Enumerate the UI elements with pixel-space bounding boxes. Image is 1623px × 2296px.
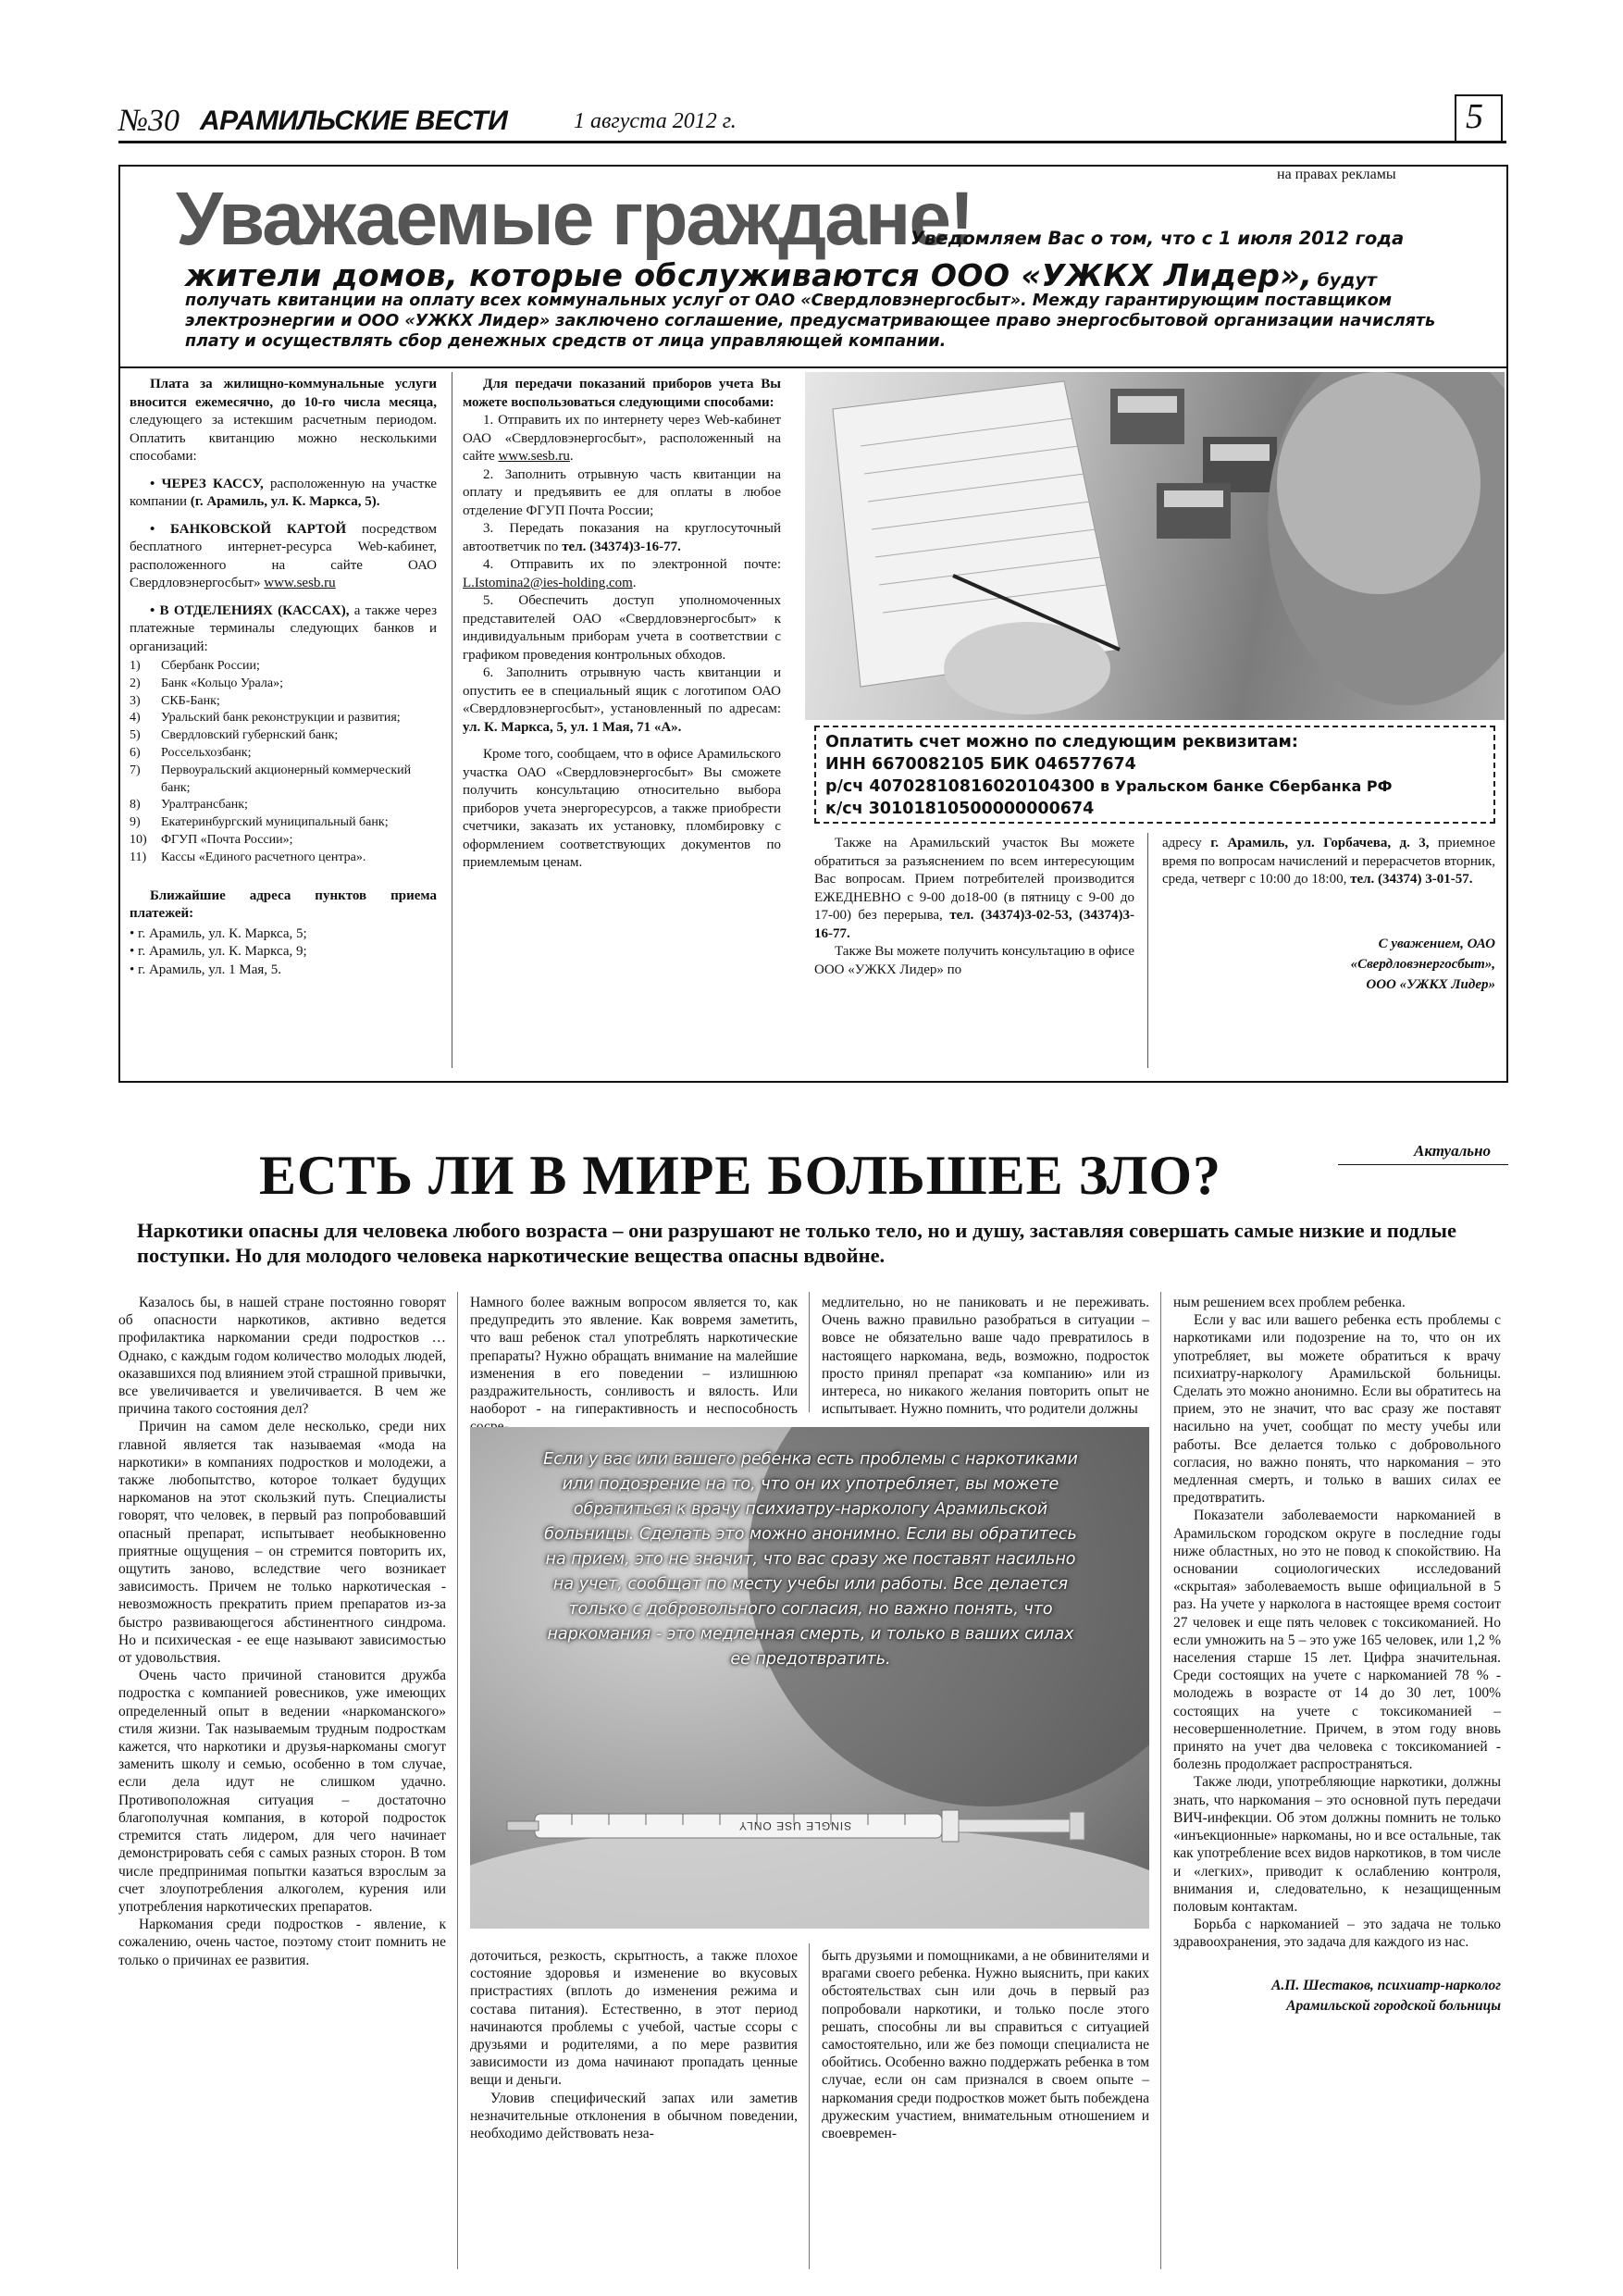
article-title: ЕСТЬ ЛИ В МИРЕ БОЛЬШЕЕ ЗЛО? <box>259 1145 1222 1206</box>
header-rule <box>118 141 1506 143</box>
list-item: 10) ФГУП «Почта России»; <box>130 832 293 847</box>
list-item: 1) Сбербанк России; <box>130 659 260 673</box>
article-author: А.П. Шестаков, психиатр-нарколог Арамильской городской больницы <box>1271 1977 1501 2014</box>
rubric-rule <box>1338 1164 1508 1165</box>
ad-column-3: Также на Арамильский участок Вы можете обратиться за разъяснением по всем интересующим Вас вопросам. Прием потребителей производится ЕЖЕДНЕВНО с 9-00 до18-00 (в пятницу с 9-00 до 17-00) без перерыва, тел. (34374)3-02-53, (34374)3-16-77. Также Вы можете получить консультацию в офисе ООО «УЖКХ Лидер» по <box>814 836 1134 977</box>
article-column-2-bottom: доточиться, резкость, скрытность, а также плохое состояние здоровья и изменение во вкусовых пристрастиях (вплоть до изменения режима и состава питания). Естественно, в этот период начинаются проблемы с учебой, частые ссоры с друзьями и родителями, а по мере развития зависимости из дома начинают пропадать ценные вещи и деньги. Уловив специфический запах или заметив незначительные отклонения в обычном поведении, необходимо действовать неза- <box>470 1948 798 2142</box>
column-divider <box>809 1943 810 2269</box>
nearest-points-title: Ближайшие адреса пунктов приема платежей: <box>130 887 437 922</box>
list-item: 3) СКБ-Банк; <box>130 693 220 708</box>
list-item: • г. Арамиль, ул. К. Маркса, 5; <box>130 925 437 944</box>
sesb-link[interactable]: www.sesb.ru <box>264 576 336 590</box>
list-item: • г. Арамиль, ул. К. Маркса, 9; <box>130 943 437 962</box>
pull-quote: Если у вас или вашего ребенка есть проблемы с наркотиками или подозрение на то, что он их употребляет, вы можете обратиться к врачу психиатру-наркологу Арамильской больницы. Сделать это можно анонимно. Если вы обратитесь на прием, это не значит, что вас сразу же поставят насильно на учет, сообщат по месту учебы или работы. Все делается только с добровольного согласия, но важно понять, что наркомания - это медленная смерть, и только в ваших силах ее предотвратить. <box>543 1450 1078 1669</box>
issue-number: №30 <box>118 104 180 138</box>
ad-tag: на правах рекламы <box>1277 167 1396 182</box>
article-column-2-top: Намного более важным вопросом является то, как предупредить это явление. Как вовремя заметить, что ваш ребенок стал употреблять наркотические препараты? Нужно обращать внимание на малейшие изменения в его поведении – излишнюю раздражительность, сонливость и вялость. Или наоборот - на гиперактивность и неспособность <box>470 1295 798 1418</box>
column-divider <box>1160 1292 1161 2269</box>
ad-headline: Уважаемые граждане! <box>176 177 973 261</box>
list-item: 9) Екатеринбургский муниципальный банк; <box>130 815 389 830</box>
issue-date: 1 августа 2012 г. <box>574 109 737 133</box>
list-item: 6) Россельхозбанк; <box>130 745 252 760</box>
bank-details-box <box>814 726 1495 824</box>
syringe-photo <box>470 1427 1149 1929</box>
article-column-3-bottom: быть друзьями и помощниками, а не обвинителями и врагами своего ребенка. Нужно выяснить, при каких обстоятельствах сын или дочь в первый раз попробовали наркотики, и только после этого решать, способны ли вы справиться с ситуацией самостоятельно, или же без помощи специалиста не обойтись. Особенно важно поддержать ребенка в том случае, если он сам признался в своем опыте – наркомания среди подростков может быть побеждена дружеским участием, внимательным отношением и своевремен- <box>822 1948 1149 2142</box>
paper-name: АРАМИЛЬСКИЕ ВЕСТИ <box>200 105 508 136</box>
ad-column-1: Плата за жилищно-коммунальные услуги вносится ежемесячно, до 10-го числа месяца, следующего за истекшим расчетным периодом. Оплатить квитанцию можно несколькими способами: • ЧЕРЕЗ КАССУ, расположенную на участке компании (г. Арамиль, ул. К. Маркса, 5). • БАНКОВСКОЙ КАРТОЙ посредством бесплатного интернет-ресурса Web-кабинет, расположенного на сайте ОАО Свердловэнергосбыт» www.sesb.ru • В ОТДЕЛЕНИЯХ (КАССАХ), а также через платежные терминалы следующих банков и организаций: 1) Сбербанк России; 2) Банк «Кольцо Урала»; 3) СКБ-Банк; 4) Уральский банк реконструкции и развития; 5) Свердловский губернский банк; 6) Россельхозбанк; 7) Первоуральский акционерный коммерческий банк; 8) Уралтрансбанк; 9) Екатеринбургский муниципальный банк; 10) ФГУП «Почта России»; 11) Кассы «Единого расчетного центра». Ближайшие адреса пунктов приема платежей: • г. Арамиль, ул. К. Маркса, 5; • г. Арамиль, ул. К. Маркса, 9; • г. Арамиль, ул. 1 Мая, 5. <box>130 376 437 979</box>
column-divider <box>457 1292 458 2269</box>
meters-photo <box>805 372 1505 720</box>
article-column-1: Казалось бы, в нашей стране постоянно говорят об опасности наркотиков, активно ведется профилактика наркомании среди подростков … Однако, с каждым годом количество молодых людей, оказавшихся под влиянием этой страшной привычки, все увеличивается и увеличивается. В чем же причина такого состояния дел? Причин на самом деле несколько, среди них главной является так называемая «мода на наркотики» в компаниях подростков и молодежи, а также любопытство, которое толкает будущих наркоманов на этот скользкий путь. Специалисты говорят, что человек, в первый раз попробовавший опасный препарат, испытывает необыкновенно приятные ощущения – он стремится повторить их, ощутить заново, вследствие чего возникает зависимость. Причем не только наркотическая - невозможность прекратить прием препаратов из-за быстро развивающегося абстинентного синдрома. Но и психическая - ее еще называют зависимостью от удовольствия. Очень часто причиной становится дружба подростка с компанией ровесников, уже имеющих определенный опыт в ведении «наркоманского» стиля жизни. Так называемым трудным подросткам кажется, что наркотики и друзья-наркоманы смогут заменить школу и семью, особенно в том случае, если дела идут не слишком удачно. Противоположная ситуация – достаточно благополучная компания, в которой подросток стремится стать лидером, для чего начинает демонстрировать себя с самых разных сторон. В том числе предпринимая попытки казаться взрослым за счет злоупотребления алкоголем, курения или употребления наркотических препаратов. Наркомания среди подростков - явление, к сожалению, очень частое, поэтому стоит помнить не только о причинах ее развития. <box>118 1295 446 1968</box>
sesb-link-2[interactable]: www.sesb.ru <box>498 449 570 464</box>
bank-details-title: Оплатить счет можно по следующим реквизитам: <box>825 733 1298 751</box>
ad-signature: С уважением, ОАО «Свердловэнергосбыт», ООО «УЖКХ Лидер» <box>1350 936 1495 992</box>
list-item: 5) Свердловский губернский банк; <box>130 728 339 743</box>
list-item: 2) Банк «Кольцо Урала»; <box>130 676 283 690</box>
ad-lead-2: жители домов, которые обслуживаются ООО «УЖКХ Лидер», будут <box>185 257 1377 293</box>
bank-details-account: р/сч 40702810816020104300 в Уральском банке Сбербанка РФ <box>825 777 1393 796</box>
list-item: 8) Уралтрансбанк; <box>130 798 248 813</box>
ad-lead-1: Уведомляем Вас о том, что с 1 июля 2012 года <box>911 228 1405 249</box>
ad-column-4: адресу г. Арамиль, ул. Горбачева, д. 3, приемное время по вопросам начислений и перерасчетов вторник, среда, четверг с 10:00 до 18:00, тел. (34374) 3-01-57. С уважением, ОАО «Свердловэнергосбыт», ООО «УЖКХ Лидер» <box>1162 835 1495 995</box>
list-item: • г. Арамиль, ул. 1 Мая, 5. <box>130 962 437 980</box>
bank-details-inn: ИНН 6670082105 БИК 046577674 <box>825 755 1136 774</box>
rubric-label: Актуально <box>1414 1142 1492 1160</box>
article-column-3-top: медлительно, но не паниковать и не переживать. Очень важно правильно разобраться в ситуации – вовсе не обязательно ваше чадо превратилось в настоящего наркомана, ведь, возможно, подросток просто принял препарат «за компанию» или из интереса, но никакого желания повторить опыт не испытывает. Нужно помнить, что родители должны <box>822 1295 1149 1418</box>
page-number: 5 <box>1466 97 1483 136</box>
list-item: 7) Первоуральский акционерный коммерческий банк; <box>130 763 412 795</box>
meters-photo-drawing <box>805 372 1505 720</box>
email-link[interactable]: L.Istomina2@ies-holding.com <box>463 575 633 590</box>
column-divider <box>809 1292 810 1412</box>
addresses-list <box>130 925 437 980</box>
list-item: 11) Кассы «Единого расчетного центра». <box>130 850 366 864</box>
column-divider <box>1147 833 1148 1068</box>
bank-details-corr: к/сч 30101810500000000674 <box>825 800 1095 818</box>
ad-divider <box>120 366 1506 368</box>
article-column-4: ным решением всех проблем ребенка. Если у вас или вашего ребенка есть проблемы с наркотиками или подозрение на то, что он их употребляет, вы можете обратиться к врачу психиатру-наркологу Арамильской больницы. Сделать это можно анонимно. Если вы обратитесь на прием, это не значит, что вас сразу же поставят насильно на учет, сообщат по месту учебы или работы. Все делается только с добровольного согласия, но важно понять, что наркомания – это медленная смерть, и только в ваших силах ее предотвратить. Показатели заболеваемости наркоманией в Арамильском городском округе в последние годы ниже областных, но это не повод к спокойствию. На основании социологических исследований «скрытая» заболеваемость выше официальной в 5 раз. На учете у нарколога в настоящее время состоит 27 человек и еще пять человек с токсикоманией. Но если умножить на 5 – это уже 165 человек, или 1,2 % населения старше 15 лет. Цифра значительная. Среди состоящих на учете с наркоманией 78 % - молодежь в возрасте от 14 до 30 лет, 100% состоящих на учете с токсикоманией – несовершеннолетние. Причем, в этом году вновь принято на учет два человека с токсикоманией - болезнь продолжает распространяться. Также люди, употребляющие наркотики, должны знать, что наркомания – это основной путь передачи ВИЧ-инфекции. Об этом должны помнить не только «инъекционные» наркоманы, но и все остальные, так как употребление всех видов наркотиков, в том числе и «легких», приводит к ослаблению контроля, внимания и, следовательно, к незащищенным половым контактам. Борьба с наркоманией – это задача не только здравоохранения, это задача для каждого из нас. А.П. Шестаков, психиатр-нарколог Арамильской городской больницы <box>1173 1294 1501 2017</box>
list-item: 4) Уральский банк реконструкции и развития; <box>130 711 401 726</box>
ad-column-2: Для передачи показаний приборов учета Вы можете воспользоваться следующими способами: 1. Отправить их по интернету через Web-кабинет ОАО «Свердловэнергосбыт», расположенный на сайте www.sesb.ru. 2. Заполнить отрывную часть квитанции на оплату и предъявить ее для оплаты в любое отделение ФГУП Почта России; 3. Передать показания на круглосуточный автоответчик по тел. (34374)3-16-77. 4. Отправить их по электронной почте: L.Istomina2@ies-holding.com. 5. Обеспечить доступ уполномоченных представителей ОАО «Свердловэнергосбыт» к индивидуальным приборам учета в соответствии с графиком проведения контрольных обходов. 6. Заполнить отрывную часть квитанции и опустить ее в специальный ящик с логотипом ОАО «Свердловэнергосбыт», установленный по адресам: ул. К. Маркса, 5, ул. 1 Мая, 71 «А». Кроме того, сообщаем, что в офисе Арамильского участка ОАО «Свердловэнергосбыт» Вы сможете получить консультацию относительно выбора приборов учета энергоресурсов, а также приобрести счетчики, заказать их установку, пломбировку с оформлением соответствующих документов по приемлемым ценам. <box>463 377 781 870</box>
ad-lead-3: получать квитанции на оплату всех коммунальных услуг от ОАО «Свердловэнергосбыт». Между гарантирующим поставщиком электроэнергии и ООО «УЖКХ Лидер» заключено соглашение, предусматривающее право энергосбытовой организации начислять плату и осуществлять сбор денежных средств от лица управляющей компании. <box>185 292 1436 351</box>
syringe-label: SINGLE USE ONLY <box>738 1819 852 1832</box>
article-lead: Наркотики опасны для человека любого возраста – они разрушают не только тело, но и душу, заставляя совершать самые низкие и подлые поступки. Но для молодого человека наркотические вещества опасны вдвойне. <box>137 1219 1456 1267</box>
banks-list <box>130 658 437 867</box>
